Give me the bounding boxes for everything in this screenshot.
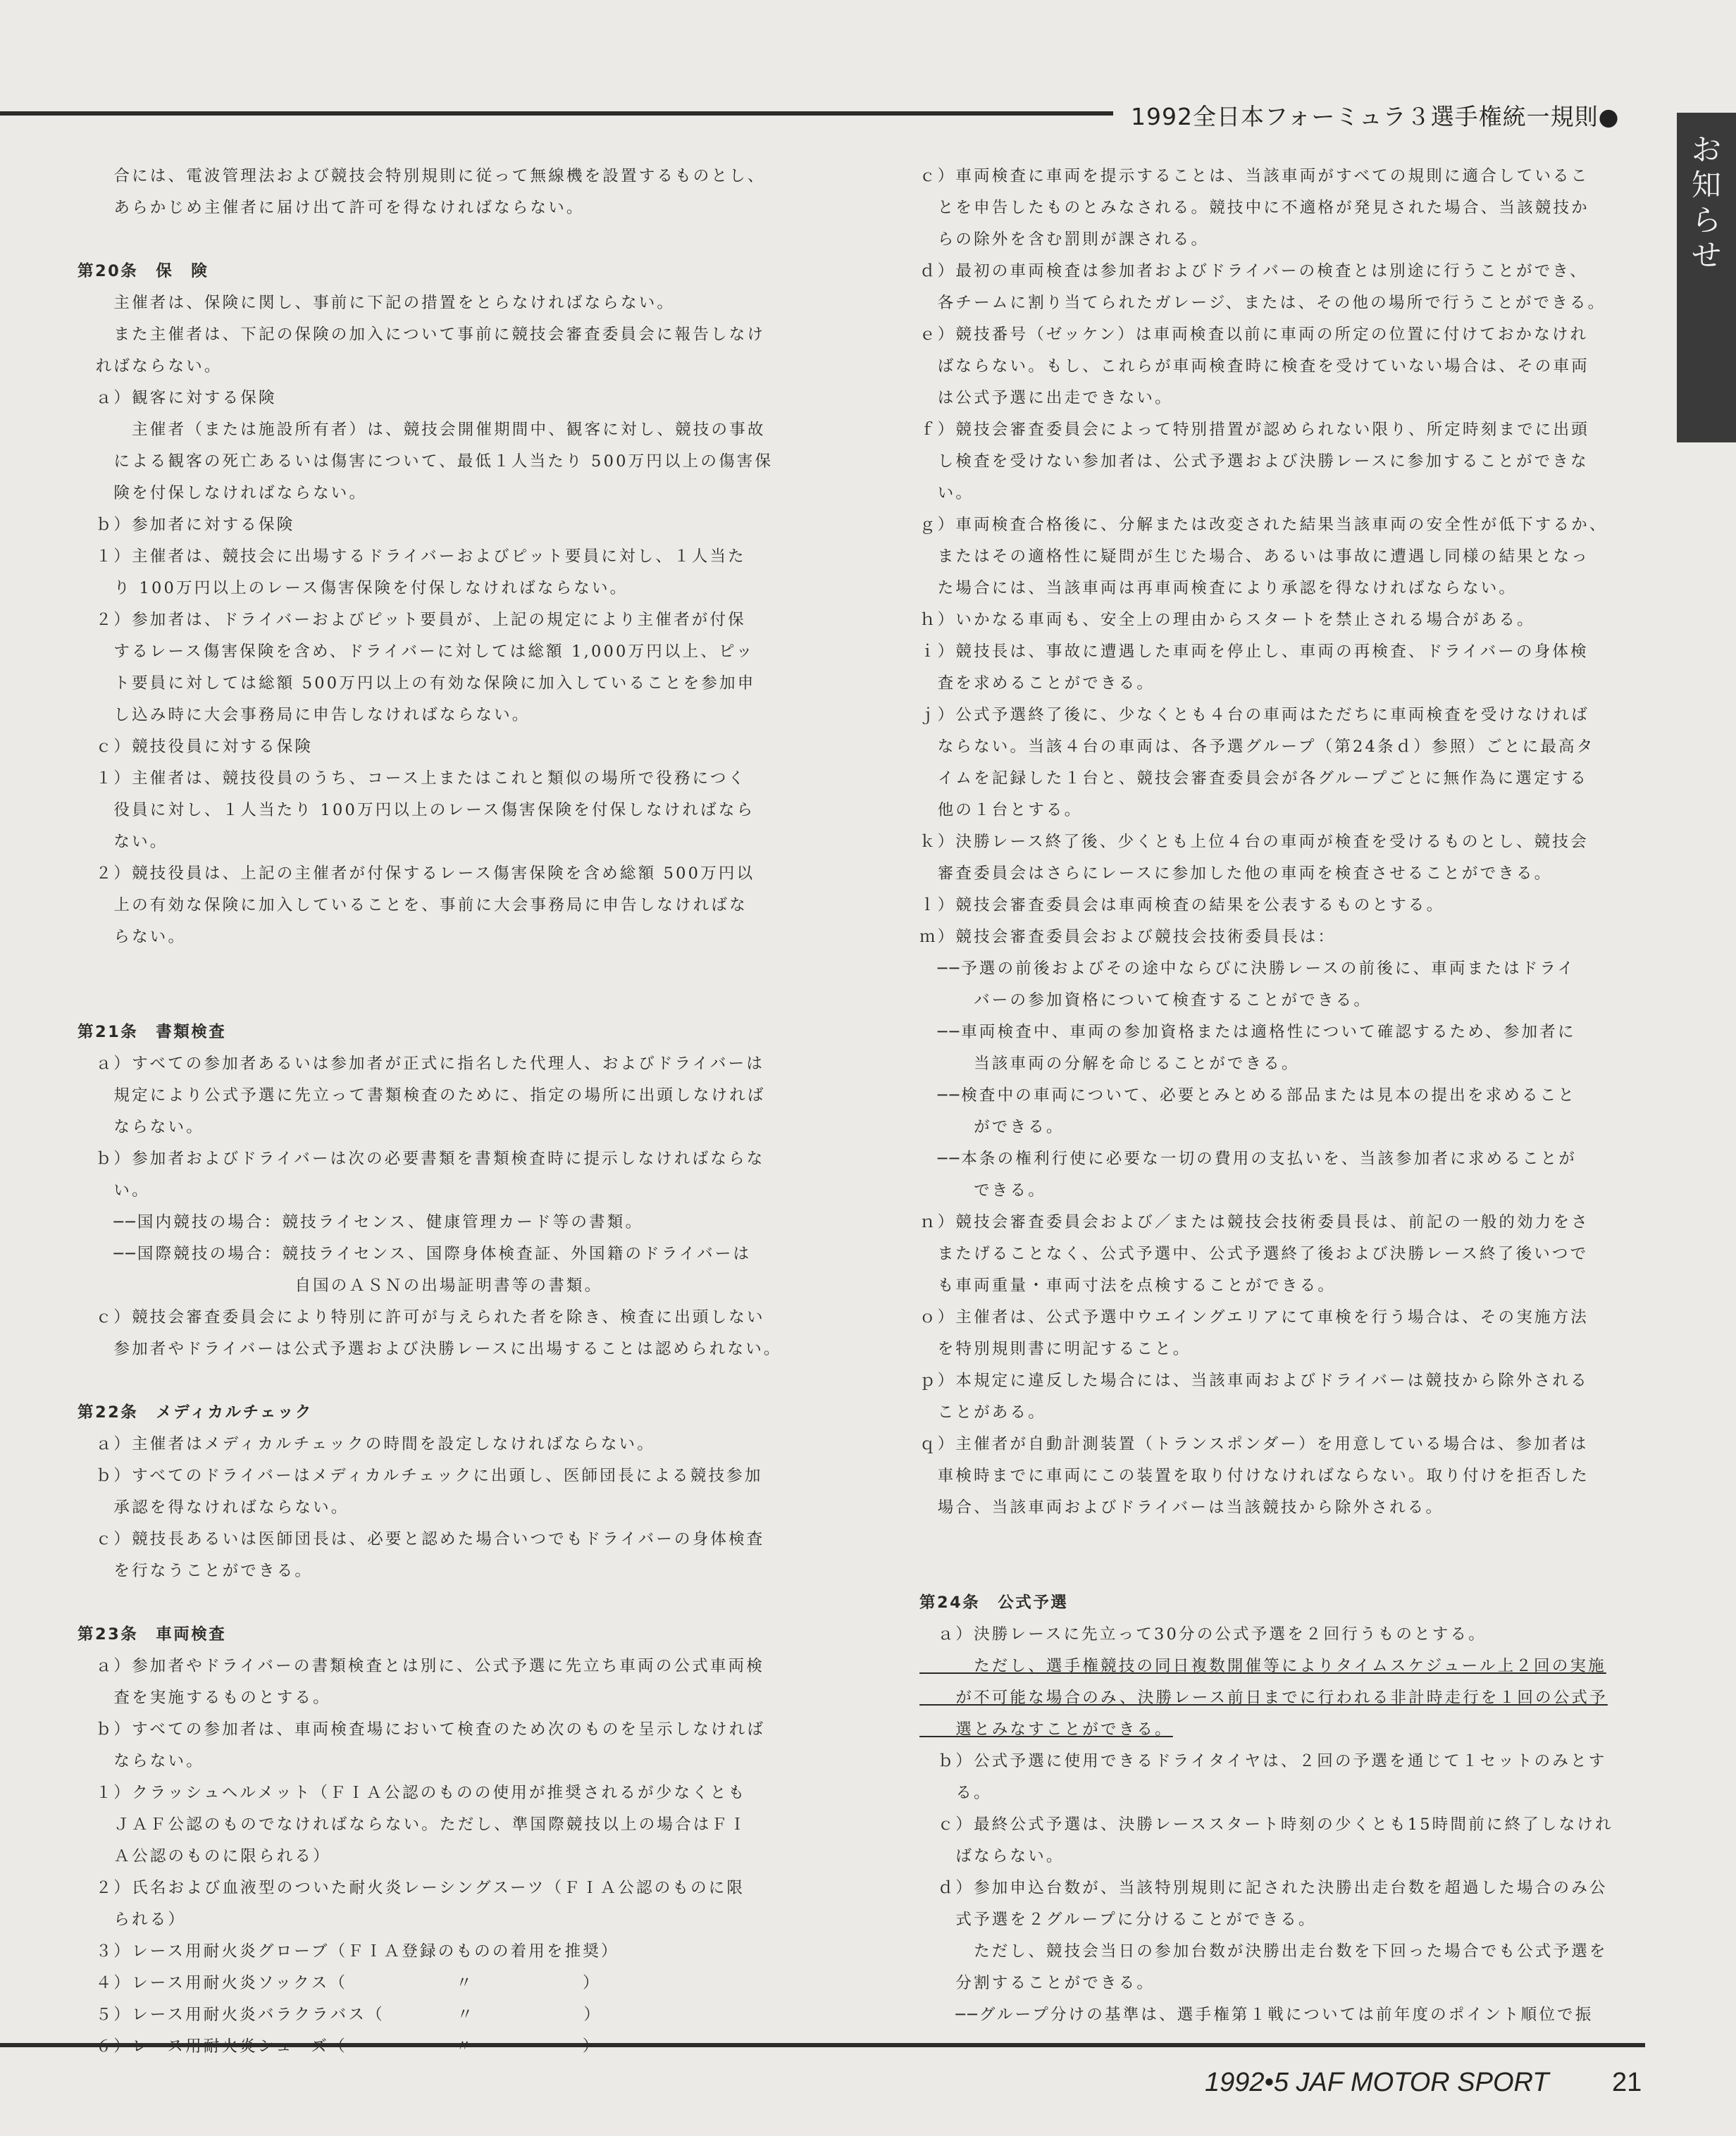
- text-line: ｑ）主催者が自動計測装置（トランスポンダー）を用意している場合は、参加者は: [919, 1435, 1589, 1453]
- text-line: ならない。: [78, 1752, 204, 1770]
- section-tab-label: お知らせ: [1691, 132, 1721, 273]
- text-line: ──車両検査中、車両の参加資格または適格性について確認するため、参加者に: [919, 1023, 1576, 1041]
- text-line: らの除外を含む罰則が課される。: [919, 230, 1210, 249]
- text-line: また主催者は、下記の保険の加入について事前に競技会審査委員会に報告しなけ: [78, 325, 766, 344]
- text-line: ればならない。: [78, 357, 223, 375]
- text-line: ──検査中の車両について、必要とみとめる部品または見本の提出を求めること: [919, 1086, 1577, 1105]
- text-line: ──グループ分けの基準は、選手権第１戦については前年度のポイント順位で振: [919, 2006, 1594, 2024]
- text-line: ならない。: [78, 1118, 204, 1136]
- text-line: し込み時に大会事務局に申告しなければならない。: [78, 706, 531, 724]
- text-line: ＪＡＦ公認のものでなければならない。ただし、準国際競技以上の場合はＦＩ: [78, 1815, 748, 1834]
- text-line: し検査を受けない参加者は、公式予選および決勝レースに参加することができな: [919, 452, 1589, 471]
- text-line: ｆ）競技会審査委員会によって特別措置が認められない限り、所定時刻までに出頭: [919, 421, 1589, 439]
- spacer: [78, 1365, 810, 1397]
- text-line: る。: [919, 1784, 992, 1802]
- text-line: 上の有効な保険に加入していることを、事前に大会事務局に申告しなければな: [78, 896, 748, 914]
- text-line: １）主催者は、競技会に出場するドライバーおよびピット要員に対し、１人当た: [78, 547, 746, 566]
- text-line: も車両重量・車両寸法を点検することができる。: [919, 1277, 1337, 1295]
- text-line: ｈ）いかなる車両も、安全上の理由からスタートを禁止される場合がある。: [919, 611, 1535, 629]
- text-line: ４）レース用耐火炎ソックス（ 〃 ）: [78, 1974, 601, 1992]
- text-line: による観客の死亡あるいは傷害について、最低１人当たり 500万円以上の傷害保: [78, 452, 774, 471]
- text-line: ａ）すべての参加者あるいは参加者が正式に指名した代理人、およびドライバーは: [78, 1055, 765, 1073]
- text-line: 場合、当該車両およびドライバーは当該競技から除外される。: [919, 1498, 1444, 1517]
- text-line: ｍ）競技会審査委員会および競技会技術委員長は：: [919, 928, 1337, 946]
- text-line: 式予選を２グループに分けることができる。: [919, 1911, 1317, 1929]
- text-line: を特別規則書に明記すること。: [919, 1340, 1191, 1358]
- text-line: ｂ）参加者に対する保険: [78, 516, 295, 534]
- text-line: 各チームに割り当てられたガレージ、または、その他の場所で行うことができる。: [919, 294, 1606, 312]
- text-line: られる）: [78, 1911, 187, 1929]
- footer-publication: 1992•5 JAF MOTOR SPORT: [1205, 2068, 1549, 2097]
- text-line: ２）氏名および血液型のついた耐火炎レーシングスーツ（ＦＩＡ公認のものに限: [78, 1879, 745, 1897]
- page-number: 21: [1612, 2068, 1642, 2097]
- text-line: ｃ）最終公式予選は、決勝レーススタート時刻の少くとも15時間前に終了しなけれ: [919, 1815, 1613, 1834]
- text-line: ３）レース用耐火炎グローブ（ＦＩＡ登録のものの着用を推奨）: [78, 1942, 619, 1961]
- text-line: ない。: [78, 833, 168, 851]
- text-line: [919, 1714, 1649, 1746]
- text-line: イムを記録した１台と、競技会審査委員会が各グループごとに無作為に選定する: [919, 769, 1589, 788]
- text-line: ばならない。: [919, 1847, 1065, 1865]
- text-line: ａ）主催者はメディカルチェックの時間を設定しなければならない。: [78, 1435, 655, 1453]
- text-line: 主催者（または施設所有者）は、競技会開催期間中、観客に対し、競技の事故: [78, 421, 766, 439]
- text-line: [919, 1682, 1649, 1714]
- article-heading: 第22条 メディカルチェック: [78, 1403, 313, 1422]
- text-line: た場合には、当該車両は再車両検査により承認を得なければならない。: [919, 579, 1518, 597]
- text-line: は公式予選に出走できない。: [919, 389, 1173, 407]
- text-line: い。: [78, 1181, 150, 1200]
- text-line: ことがある。: [919, 1403, 1046, 1422]
- text-line: を行なうことができる。: [78, 1562, 314, 1580]
- text-line: ｇ）車両検査合格後に、分解または改変された結果当該車両の安全性が低下するか、: [919, 516, 1608, 534]
- article-heading: 第21条 書類検査: [78, 1023, 227, 1041]
- text-line: バーの参加資格について検査することができる。: [919, 991, 1372, 1010]
- text-line: ｃ）競技会審査委員会により特別に許可が与えられた者を除き、検査に出頭しない: [78, 1308, 765, 1327]
- text-line: するレース傷害保険を含め、ドライバーに対しては総額 1,000万円以上、ピッ: [78, 642, 755, 661]
- text-line: ｌ）競技会審査委員会は車両検査の結果を公表するものとする。: [919, 896, 1445, 914]
- text-line: ａ）決勝レースに先立って30分の公式予選を２回行うものとする。: [919, 1625, 1487, 1644]
- text-line: り 100万円以上のレース傷害保険を付保しなければならない。: [78, 579, 628, 597]
- text-line: 合には、電波管理法および競技会特別規則に従って無線機を設置するものとし、: [78, 167, 766, 185]
- text-line: 査を実施するものとする。: [78, 1689, 331, 1707]
- text-line: ２）競技役員は、上記の主催者が付保するレース傷害保険を含め総額 500万円以: [78, 864, 755, 883]
- text-line: 当該車両の分解を命じることができる。: [919, 1055, 1300, 1073]
- header-rule: [0, 111, 1113, 116]
- text-line: らない。: [78, 928, 187, 946]
- text-line: 車検時までに車両にこの装置を取り付けなければならない。取り付けを拒否した: [919, 1467, 1589, 1485]
- text-line: ──予選の前後およびその途中ならびに決勝レースの前後に、車両またはドライ: [919, 960, 1576, 978]
- article-heading: 第20条 保 険: [78, 262, 209, 280]
- text-line: い。: [919, 484, 974, 502]
- text-line: あらかじめ主催者に届け出て許可を得なければならない。: [78, 199, 585, 217]
- text-line: Ａ公認のものに限られる）: [78, 1847, 331, 1865]
- text-line: ｋ）決勝レース終了後、少くとも上位４台の車両が検査を受けるものとし、競技会: [919, 833, 1589, 851]
- text-line: ｃ）競技役員に対する保険: [78, 738, 314, 756]
- text-line: 険を付保しなければならない。: [78, 484, 368, 502]
- text-line: ｅ）競技番号（ゼッケン）は車両検査以前に車両の所定の位置に付けておかなけれ: [919, 325, 1589, 344]
- text-line: ただし、競技会当日の参加台数が決勝出走台数を下回った場合でも公式予選を: [919, 1942, 1608, 1961]
- text-line: ｃ）競技長あるいは医師団長は、必要と認めた場合いつでもドライバーの身体検査: [78, 1530, 765, 1548]
- text-line: ならない。当該４台の車両は、各予選グループ（第24条ｄ）参照）ごとに最高タ: [919, 738, 1595, 756]
- text-line: １）クラッシュヘルメット（ＦＩＡ公認のものの使用が推奨されるが少なくとも: [78, 1784, 747, 1802]
- amended-text: 選とみなすことができる。: [919, 1720, 1173, 1739]
- text-line: ｄ）最初の車両検査は参加者およびドライバーの検査とは別途に行うことができ、: [919, 262, 1588, 280]
- text-line: 主催者は、保険に関し、事前に下記の措置をとらなければならない。: [78, 294, 676, 312]
- text-line: ａ）参加者やドライバーの書類検査とは別に、公式予選に先立ち車両の公式車両検: [78, 1657, 765, 1675]
- spacer: [919, 1524, 1649, 1556]
- spacer: [78, 224, 810, 256]
- text-line: ２）参加者は、ドライバーおよびピット要員が、上記の規定により主催者が付保: [78, 611, 746, 629]
- text-line: できる。: [919, 1181, 1046, 1200]
- text-line: またはその適格性に疑問が生じた場合、あるいは事故に遭遇し同様の結果となっ: [919, 547, 1589, 566]
- spacer: [78, 985, 810, 1017]
- text-line: ５）レース用耐火炎バラクラバス（ 〃 ）: [78, 2006, 602, 2024]
- spacer: [78, 1587, 810, 1619]
- amended-text: が不可能な場合のみ、決勝レース前日までに行われる非計時走行を１回の公式予: [919, 1689, 1608, 1707]
- left-column: [78, 161, 810, 2063]
- text-line: 参加者やドライバーは公式予選および決勝レースに出場することは認められない。: [78, 1340, 782, 1358]
- text-line: ｃ）車両検査に車両を提示することは、当該車両がすべての規則に適合しているこ: [919, 167, 1589, 185]
- text-line: １）主催者は、競技役員のうち、コース上またはこれと類似の場所で役務につく: [78, 769, 747, 788]
- text-line: 規定により公式予選に先立って書類検査のために、指定の場所に出頭しなければ: [78, 1086, 766, 1105]
- text-line: 分割することができる。: [919, 1974, 1155, 1992]
- text-line: ｂ）すべてのドライバーはメディカルチェックに出頭し、医師団長による競技参加: [78, 1467, 763, 1485]
- text-line: ｐ）本規定に違反した場合には、当該車両およびドライバーは競技から除外される: [919, 1372, 1589, 1390]
- text-line: とを申告したものとみなされる。競技中に不適格が発見された場合、当該競技か: [919, 199, 1589, 217]
- text-line: ができる。: [919, 1118, 1065, 1136]
- text-line: ｂ）参加者およびドライバーは次の必要書類を書類検査時に提示しなければならな: [78, 1150, 765, 1168]
- text-line: 役員に対し、１人当たり 100万円以上のレース傷害保険を付保しなければなら: [78, 801, 755, 819]
- text-line: ──本条の権利行使に必要な一切の費用の支払いを、当該参加者に求めることが: [919, 1150, 1577, 1168]
- text-line: ｂ）すべての参加者は、車両検査場において検査のため次のものを呈示しなければ: [78, 1720, 766, 1739]
- spacer: [919, 1556, 1649, 1587]
- text-line: ｎ）競技会審査委員会および／または競技会技術委員長は、前記の一般的効力をさ: [919, 1213, 1589, 1231]
- text-line: ｂ）公式予選に使用できるドライタイヤは、２回の予選を通じて１セットのみとす: [919, 1752, 1607, 1770]
- text-line: ｏ）主催者は、公式予選中ウエイングエリアにて車検を行う場合は、その実施方法: [919, 1308, 1589, 1327]
- right-column: [919, 161, 1649, 2031]
- text-line: 承認を得なければならない。: [78, 1498, 349, 1517]
- text-line: 査を求めることができる。: [919, 674, 1155, 693]
- text-line: 審査委員会はさらにレースに参加した他の車両を検査させることができる。: [919, 864, 1553, 883]
- text-line: [919, 1651, 1649, 1682]
- text-line: 自国のＡＳＮの出場証明書等の書類。: [78, 1277, 603, 1295]
- amended-text: ただし、選手権競技の同日複数開催等によりタイムスケジュール上２回の実施: [919, 1657, 1606, 1675]
- text-line: ｉ）競技長は、事故に遭遇した車両を停止し、車両の再検査、ドライバーの身体検: [919, 642, 1589, 661]
- text-line: ──国際競技の場合：競技ライセンス、国際身体検査証、外国籍のドライバーは: [78, 1245, 752, 1263]
- footer-rule: [0, 2043, 1645, 2047]
- article-heading: 第24条 公式予選: [919, 1594, 1069, 1612]
- text-line: またげることなく、公式予選中、公式予選終了後および決勝レース終了後いつで: [919, 1245, 1589, 1263]
- text-line: ト要員に対しては総額 500万円以上の有効な保険に加入していることを参加申: [78, 674, 756, 693]
- article-heading: 第23条 車両検査: [78, 1625, 227, 1644]
- page-title: 1992全日本フォーミュラ３選手権統一規則●: [1131, 103, 1620, 130]
- text-line: ──国内競技の場合：競技ライセンス、健康管理カード等の書類。: [78, 1213, 644, 1231]
- text-line: ｊ）公式予選終了後に、少なくとも４台の車両はただちに車両検査を受けなければ: [919, 706, 1589, 724]
- text-line: 他の１台とする。: [919, 801, 1083, 819]
- text-line: ａ）観客に対する保険: [78, 389, 277, 407]
- text-line: ばならない。もし、これらが車両検査時に検査を受けていない場合は、その車両: [919, 357, 1589, 375]
- spacer: [78, 953, 810, 985]
- text-line: ｄ）参加申込台数が、当該特別規則に記された決勝出走台数を超過した場合のみ公: [919, 1879, 1608, 1897]
